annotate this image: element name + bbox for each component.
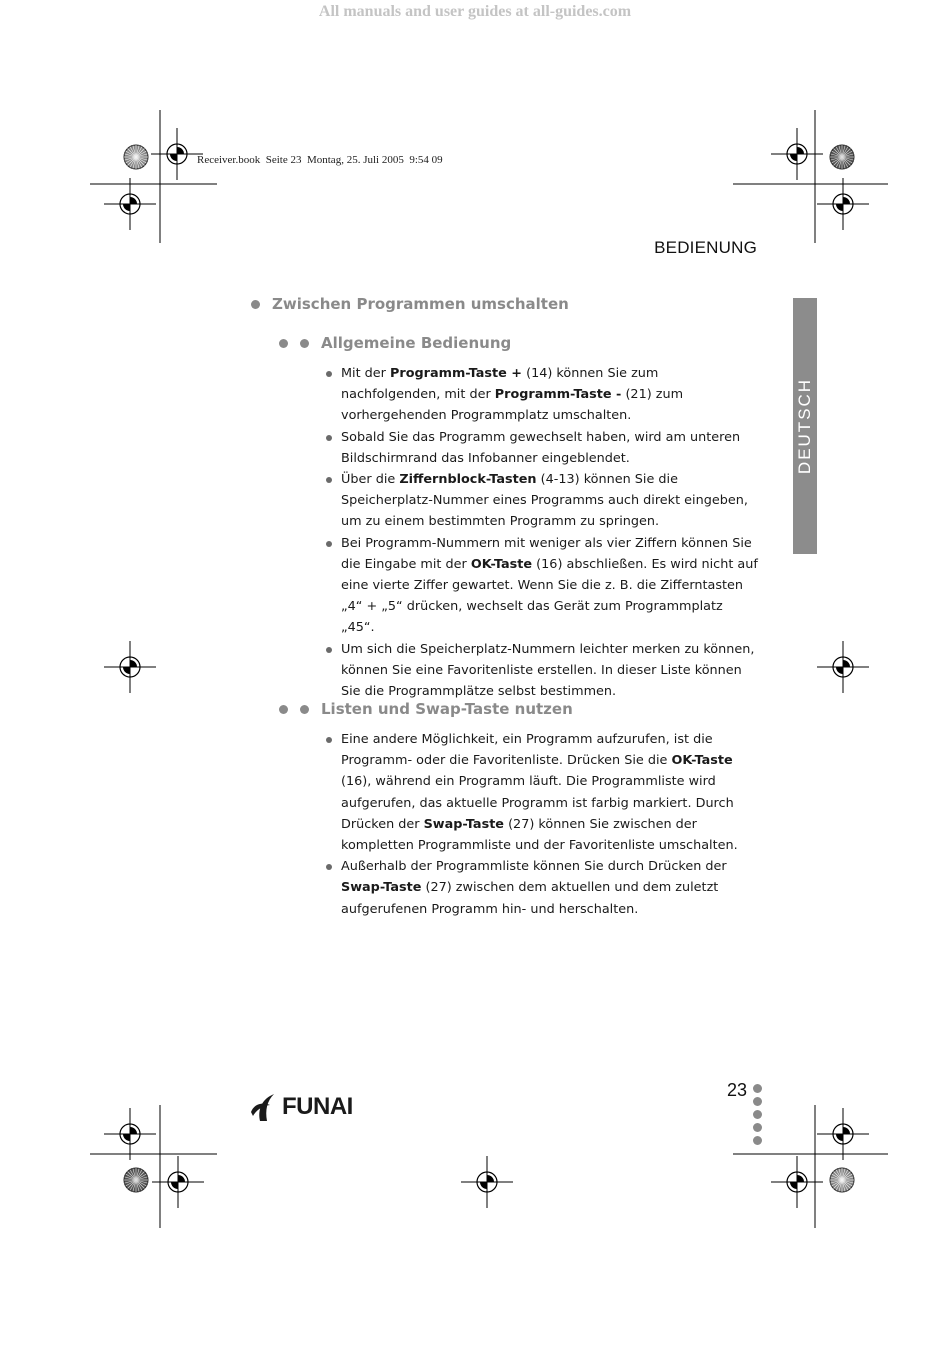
text-run: (16), während ein Programm läuft. Die Programmliste wird aufgerufen, das aktuelle Programm ist farbig markiert. Durch Drücken der [341,774,734,832]
registration-quadrant [123,1134,130,1141]
text-run: Um sich die Speicherplatz-Nummern leichter merken zu können, können Sie eine Favoritenliste erstellen. In dieser Liste können Sie die Programmplätze selbst bestimmen. [341,641,755,700]
bullet-list [322,729,758,920]
registration-quadrant [130,197,137,204]
registration-quadrant [797,147,804,154]
funai-swoosh-icon [248,1092,278,1122]
registration-quadrant [790,154,797,161]
dot-icon [753,1110,762,1119]
bullet-item [322,533,758,639]
page-number-dots [753,1084,762,1145]
bullet-item [322,639,758,703]
bullet-dot-icon [300,339,309,348]
registration-quadrant [171,1182,178,1189]
subsection-title: Listen und Swap-Taste nutzen [321,700,573,718]
text-run: Eine andere Möglichkeit, ein Programm aufzurufen, ist die Programm- oder die Favoritenliste. Drücken Sie die [341,732,713,769]
brand-logo [248,1092,353,1122]
registration-quadrant [480,1182,487,1189]
text-run: Über die [341,472,400,488]
text-run: (14) können Sie zum nachfolgenden, mit der [341,366,659,403]
star-target-rays [124,1168,148,1192]
registration-quadrant [836,667,843,674]
subsection-title: Allgemeine Bedienung [321,334,512,352]
registration-quadrant [836,204,843,211]
text-run: (4-13) können Sie die Speicherplatz-Nummer eines Programms auch direkt eingeben, um zu einem bestimmten Programm zu springen. [341,472,748,530]
text-run: (27) zwischen dem aktuellen und dem zuletzt aufgerufenen Programm hin- und herschalten. [341,880,719,917]
registration-quadrant [130,1127,137,1134]
registration-quadrant [487,1175,494,1182]
registration-quadrant [178,1175,185,1182]
text-run: Bei Programm-Nummern mit weniger als vier Ziffern können Sie die Eingabe mit der [341,535,752,572]
dot-icon [753,1084,762,1093]
section-title: Zwischen Programmen umschalten [272,295,569,313]
registration-quadrant [843,1127,850,1134]
watermark-text: All manuals and user guides at all-guides.com [318,3,632,20]
book-info-line: Receiver.book Seite 23 Montag, 25. Juli 2005 9:54 09 [197,154,443,166]
registration-quadrant [797,1175,804,1182]
bullet-item [322,469,758,533]
key-name: Programm-Taste - [494,387,622,403]
bullet-item [322,856,758,920]
subsection-heading [279,334,511,352]
dot-icon [753,1123,762,1132]
bullet-list [322,363,758,702]
key-name: OK-Taste [470,556,533,572]
key-name: Swap-Taste [341,880,422,896]
registration-quadrant [123,667,130,674]
text-run: Außerhalb der Programmliste können Sie durch Drücken der [341,859,727,875]
key-name: Swap-Taste [423,816,504,832]
registration-quadrant [843,660,850,667]
dot-icon [753,1097,762,1106]
bullet-item [322,427,758,469]
registration-quadrant [836,1134,843,1141]
text-run: (16) abschließen. Es wird nicht auf eine vierte Ziffer gewartet. Wenn Sie die z. B. die Zifferntasten „4“ + „5“ drücken, wechselt das Gerät zum Programmplatz „45“. [341,556,758,636]
key-name: Programm-Taste + [390,366,523,381]
bullet-dot-icon [300,705,309,714]
registration-quadrant [123,204,130,211]
star-target-rays [124,145,148,169]
registration-quadrant [130,660,137,667]
star-target-rays [830,145,854,169]
star-target-rays [830,1168,854,1192]
key-name: OK-Taste [671,753,733,769]
page-number: 23 [727,1080,748,1100]
bullet-item [322,363,758,427]
language-side-tab [793,298,817,554]
bullet-item [322,729,758,856]
text-run: Sobald Sie das Programm gewechselt haben, wird am unteren Bildschirmrand das Infobanner eingeblendet. [341,429,741,466]
language-label: DEUTSCH [795,377,814,475]
page-section-header: BEDIENUNG [654,238,757,257]
text-run: Mit der [341,366,391,381]
bullet-dot-icon [279,705,288,714]
dot-icon [753,1136,762,1145]
registration-quadrant [843,197,850,204]
text-run: (27) können Sie zwischen der kompletten Programmliste und der Favoritenliste umschalten. [341,816,738,854]
bullet-dot-icon [251,300,260,309]
section-heading [251,295,569,313]
bullet-dot-icon [279,339,288,348]
key-name: Ziffernblock-Tasten [399,472,537,488]
registration-quadrant [790,1182,797,1189]
registration-quadrant [177,147,184,154]
text-run: (21) zum vorhergehenden Programmplatz umschalten. [341,387,684,424]
subsection-heading [279,700,573,718]
registration-quadrant [170,154,177,161]
logo-wordmark: FUNAI [282,1093,353,1120]
